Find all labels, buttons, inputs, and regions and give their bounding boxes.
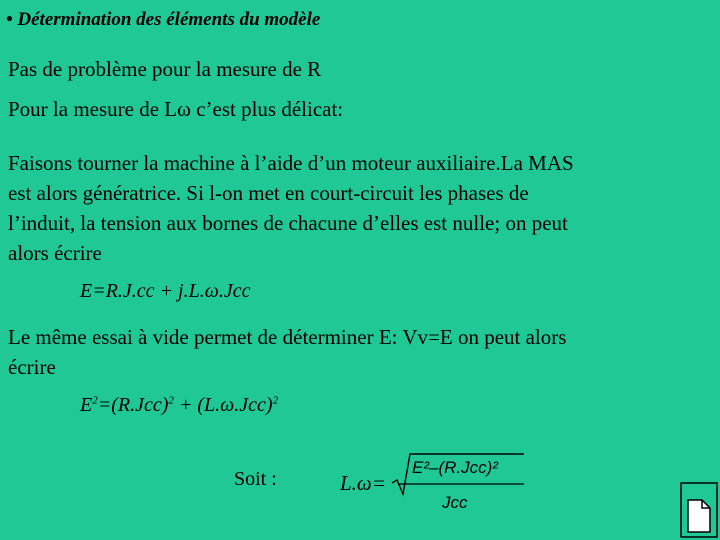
paragraph-line: Faisons tourner la machine à l’aide d’un moteur auxiliaire.La MAS (8, 151, 574, 175)
paragraph-line: écrire (8, 355, 56, 379)
text-line-r-measure: Pas de problème pour la mesure de R (8, 57, 322, 81)
paragraph-essai-vide (8, 322, 708, 382)
equation-e-complex: E=R.J.cc + j.L.ω.Jcc (80, 280, 251, 302)
formula-denominator: Jcc (442, 493, 468, 512)
slide-title: • Détermination des éléments du modèle (6, 9, 321, 30)
paragraph-court-circuit (8, 148, 708, 268)
eq2-exp-1: 2 (92, 394, 98, 407)
paragraph-line: est alors génératrice. Si l-on met en court-circuit les phases de (8, 181, 529, 205)
paragraph-line: alors écrire (8, 241, 102, 265)
formula-lhs: L.ω= (340, 471, 386, 495)
equation-e-squared (80, 394, 278, 417)
eq2-e: E (80, 394, 93, 416)
eq2-exp-2: 2 (168, 394, 174, 407)
text-line-lw-measure: Pour la mesure de Lω c’est plus délicat: (8, 97, 344, 121)
paragraph-line: l’induit, la tension aux bornes de chacune d’elles est nulle; on peut (8, 211, 568, 235)
paragraph-line: Le même essai à vide permet de déterminer E: Vv=E on peut alors (8, 325, 567, 349)
document-page-icon[interactable] (680, 482, 718, 538)
eq2-end: + (L.ω.Jcc) (173, 394, 273, 416)
soit-label: Soit : (234, 468, 277, 490)
formula-numerator: E²–(R.Jcc)² (412, 458, 498, 477)
eq2-middle: =(R.Jcc) (97, 394, 169, 416)
formula-l-omega (336, 448, 536, 518)
eq2-exp-3: 2 (272, 394, 279, 407)
